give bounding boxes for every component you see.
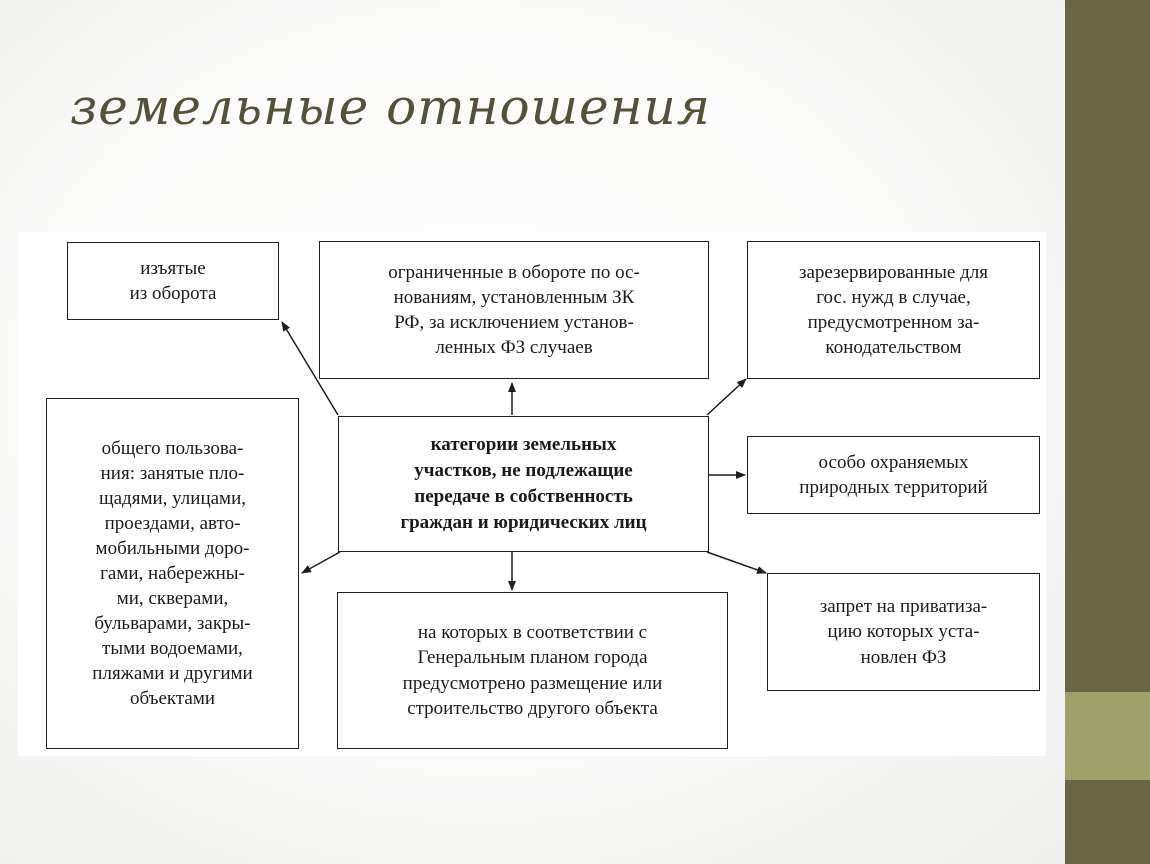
- node-center-label: категории земельных участков, не подлежащие передаче в собственность граждан и юридических лиц: [400, 434, 647, 533]
- slide-title: земельные отношения: [70, 78, 711, 136]
- node-privatization-ban-label: запрет на приватиза- цию которых уста- новлен ФЗ: [819, 596, 988, 668]
- node-public-use-label: общего пользова- ния: занятые пло- щадями, улицами, проездами, авто- мобильными доро- гами, набережны- ми, скверами, бульварами, закры- тыми водоемами, пляжами и другими объектами: [92, 437, 253, 710]
- side-accent-block: [1065, 692, 1150, 780]
- node-withdrawn: [67, 242, 279, 320]
- node-reserved-label: зарезервированные для гос. нужд в случае, предусмотренном за- конодательством: [798, 261, 988, 359]
- node-public-use: [46, 398, 299, 749]
- node-general-plan: [337, 592, 728, 749]
- node-general-plan-label: на которых в соответствии с Генеральным планом города предусмотрено размещение или строительство другого объекта: [402, 622, 663, 719]
- node-withdrawn-label: изъятые из оборота: [129, 257, 217, 304]
- node-restricted: [319, 241, 709, 379]
- node-protected-label: особо охраняемых природных территорий: [799, 451, 988, 498]
- node-privatization-ban: [767, 573, 1040, 691]
- node-restricted-label: ограниченные в обороте по ос- нованиям, установленным ЗК РФ, за исключением установ- ленных ФЗ случаев: [388, 261, 640, 359]
- node-reserved: [747, 241, 1040, 379]
- node-center-category: [338, 416, 709, 552]
- node-protected: [747, 436, 1040, 514]
